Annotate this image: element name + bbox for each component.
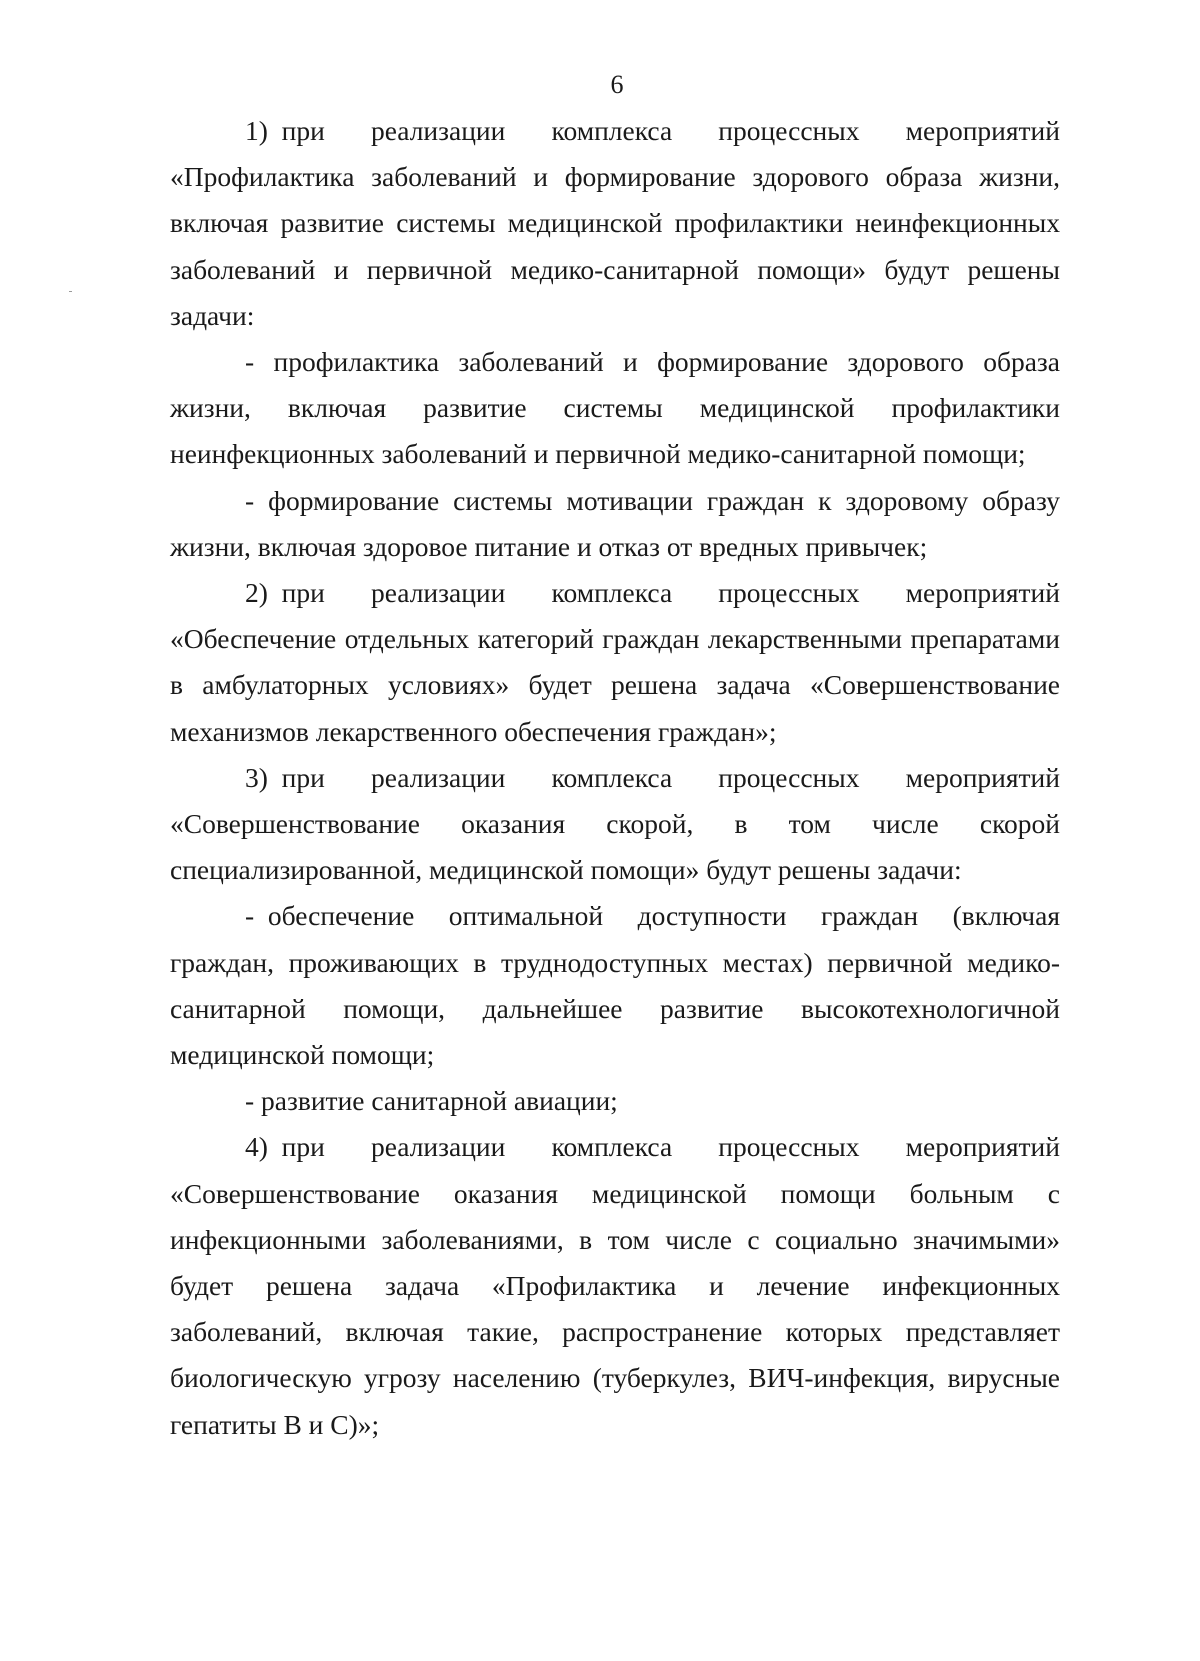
paragraph-bullet-aviation: - развитие санитарной авиации; bbox=[245, 1085, 618, 1117]
paragraph-bullet-accessibility: - обеспечение оптимальной доступности граждан (включая граждан, проживающих в труднодоступных местах) первичной медико-санитарной помощи, дальнейшее развитие высокотехнологичной медицинской помощи; bbox=[170, 900, 1060, 1071]
page-number: 6 bbox=[610, 70, 624, 99]
paragraph-bullet-motivation: - формирование системы мотивации граждан к здоровому образу жизни, включая здоровое питание и отказ от вредных привычек; bbox=[170, 484, 1060, 562]
paragraph-item-3: 3) при реализации комплекса процессных мероприятий «Совершенствование оказания скорой, в том числе скорой специализированной, медицинской помощи» будут решены задачи: bbox=[170, 761, 1060, 886]
paragraph-bullet-prophylaxis: - профилактика заболеваний и формирование здорового образа жизни, включая развитие системы медицинской профилактики неинфекционных заболеваний и первичной медико-санитарной помощи; bbox=[170, 346, 1060, 470]
paragraph-item-4: 4) при реализации комплекса процессных мероприятий «Совершенствование оказания медицинской помощи больным с инфекционными заболеваниями, в том числе с социально значимыми» будет решена задача «Профилактика и лечение инфекционных заболеваний, включая такие, распространение которых представляет биологическую угрозу населению (туберкулез, ВИЧ-инфекция, вирусные гепатиты B и C)»; bbox=[170, 1131, 1060, 1440]
document-body bbox=[170, 108, 1060, 1448]
scan-artifact bbox=[69, 291, 72, 292]
paragraph-item-2: 2) при реализации комплекса процессных мероприятий «Обеспечение отдельных категорий граждан лекарственными препаратами в амбулаторных условиях» будет решена задача «Совершенствование механизмов лекарственного обеспечения граждан»; bbox=[170, 577, 1060, 747]
paragraph-item-1: 1) при реализации комплекса процессных мероприятий «Профилактика заболеваний и формирование здорового образа жизни, включая развитие системы медицинской профилактики неинфекционных заболеваний и первичной медико-санитарной помощи» будут решены задачи: bbox=[170, 115, 1060, 331]
